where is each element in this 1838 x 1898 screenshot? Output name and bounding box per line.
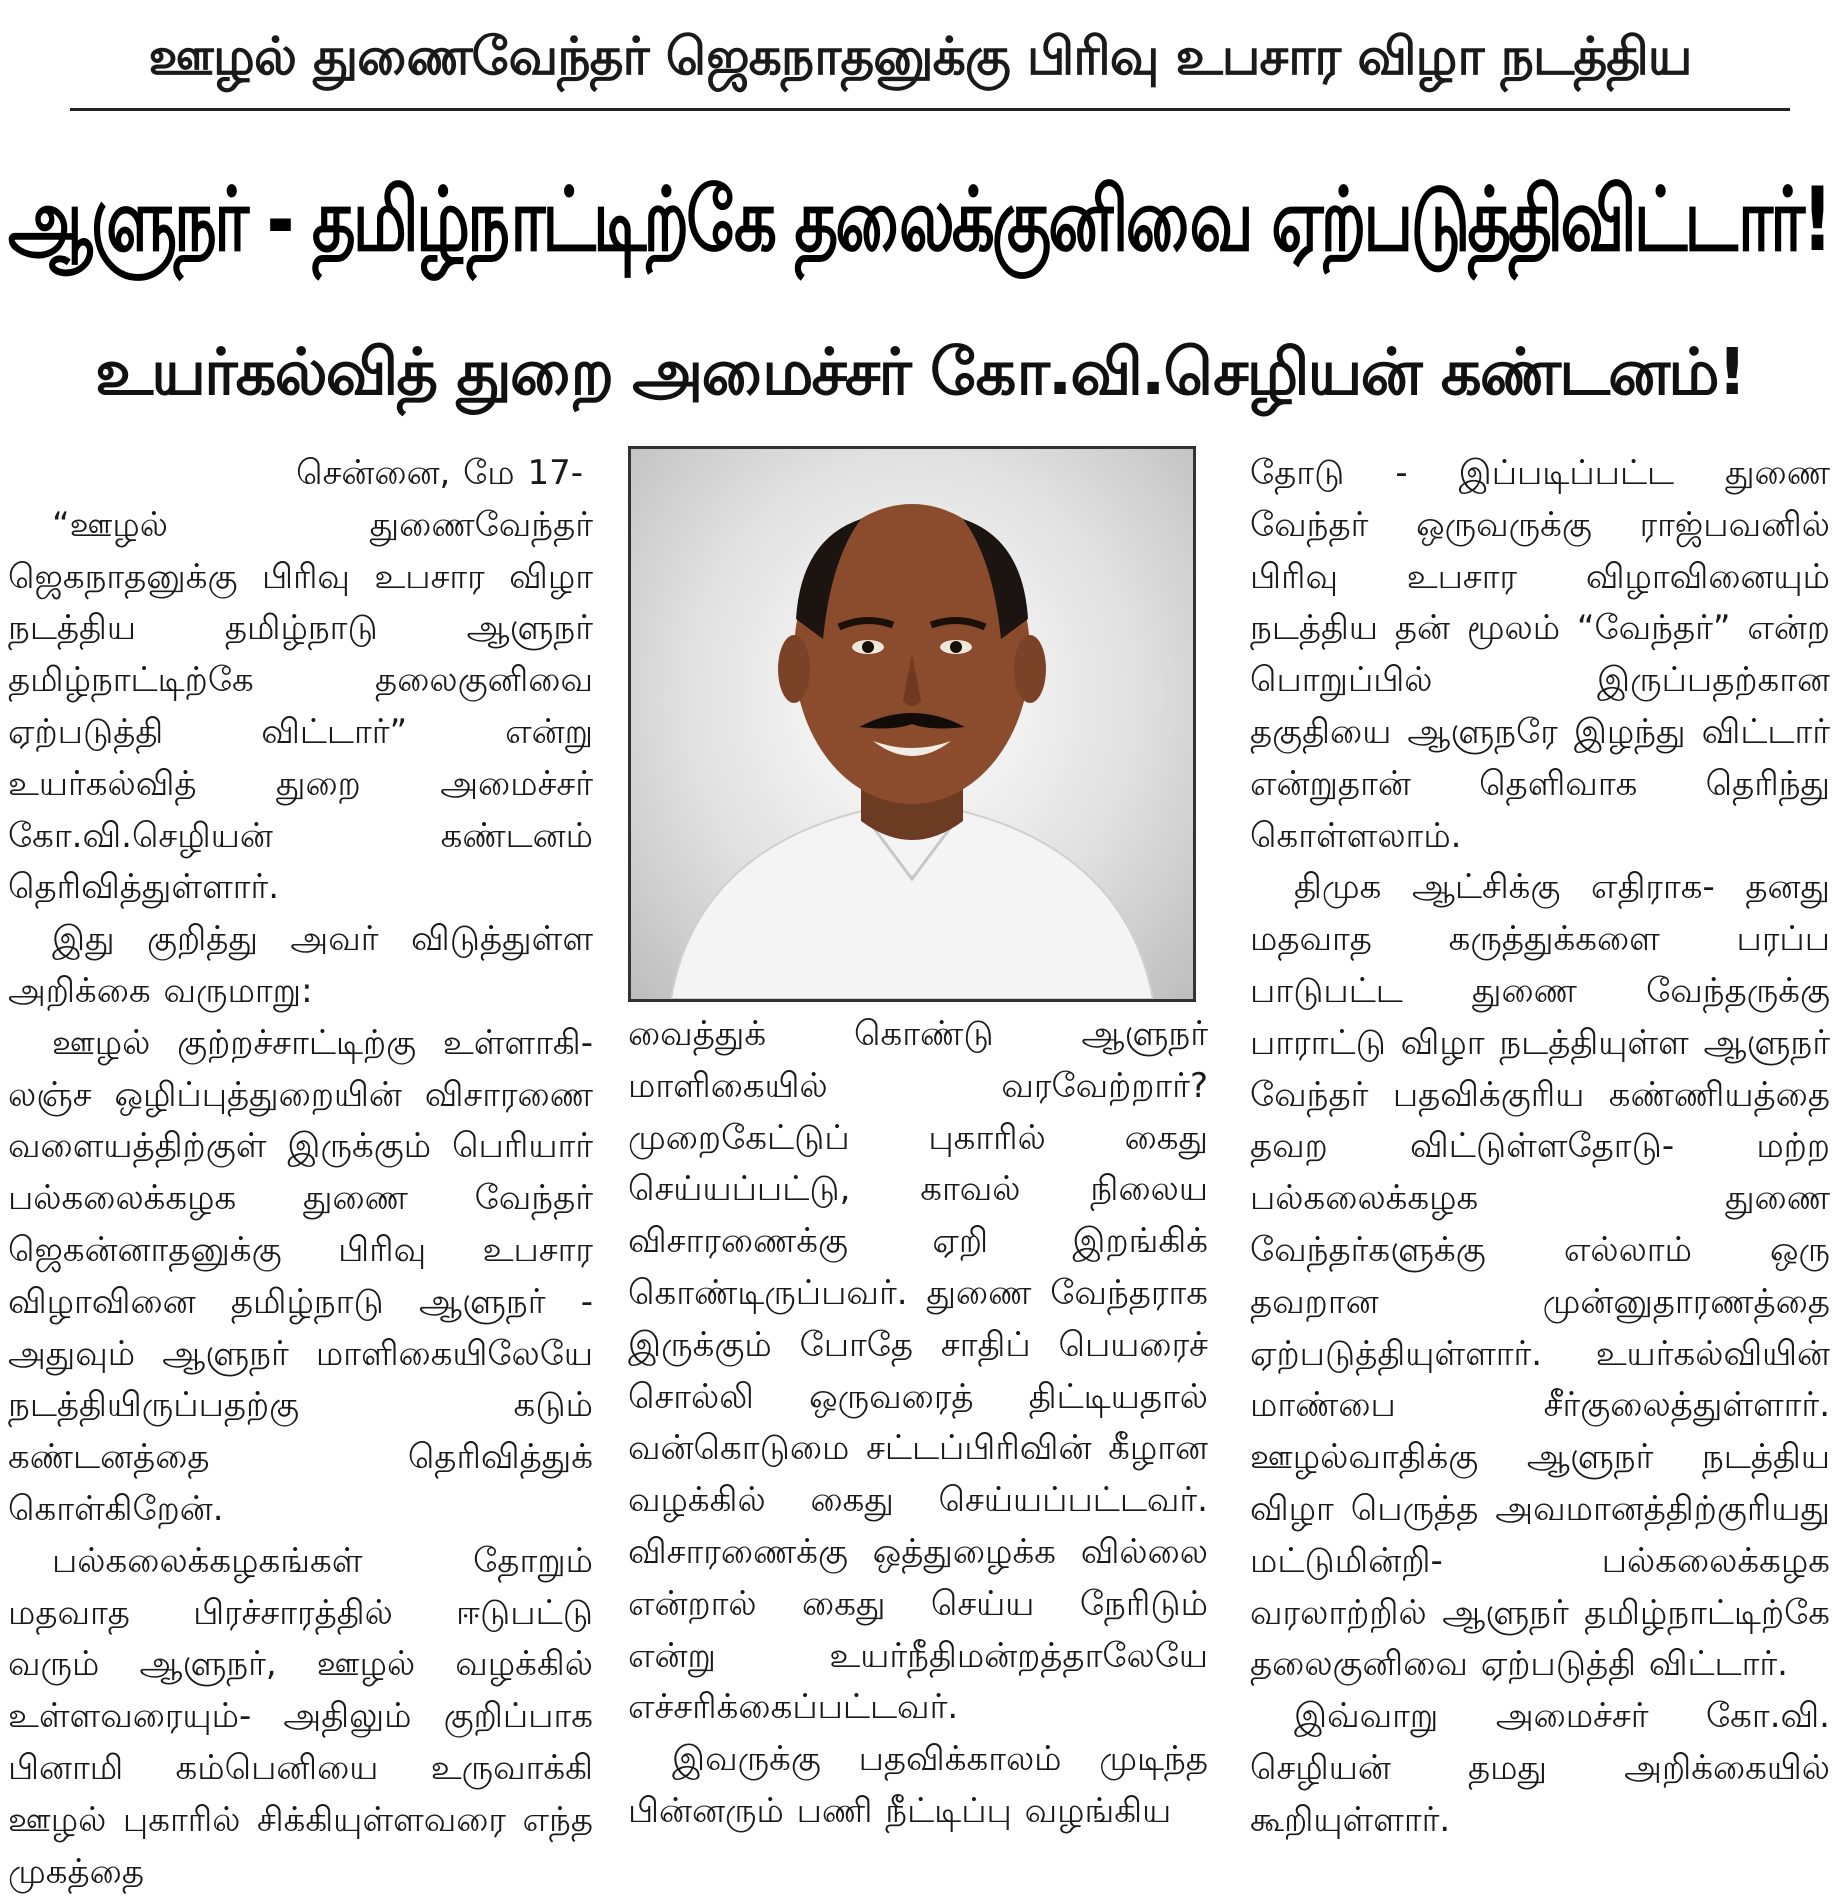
paragraph: ஊழல் குற்றச்சாட்டிற்கு உள்ளாகி- லஞ்ச ஒழிப்புத்துறையின் விசாரணை வளையத்திற்குள் இருக்கும் பெரியார் பல்கலைக்கழக துணை வேந்தர் ஜெகன்னாதனுக்கு பிரிவு உபசார விழாவினை தமிழ்நாடு ஆளுநர் - அதுவும் ஆளுநர் மாளிகையிலேயே நடத்தியிருப்பதற்கு கடும் கண்டனத்தை தெரிவித்துக் கொள்கிறேன். bbox=[8, 1022, 593, 1529]
portrait-illustration bbox=[631, 449, 1193, 999]
kicker-headline: ஊழல் துணைவேந்தர் ஜெகநாதனுக்கு பிரிவு உபசார விழா நடத்திய bbox=[148, 27, 1692, 87]
paragraph: தோடு - இப்படிப்பட்ட துணை வேந்தர் ஒருவருக்கு ராஜ்பவனில் பிரிவு உபசார விழாவினையும் நடத்திய தன் மூலம் “வேந்தர்” என்ற பொறுப்பில் இருப்பதற்கான தகுதியை ஆளுநரே இழந்து விட்டார் என்றுதான் தெளிவாக தெரிந்து கொள்ளலாம். bbox=[1250, 453, 1830, 856]
paragraph: இவருக்கு பதவிக்காலம் முடிந்த பின்னரும் பணி நீட்டிப்பு வழங்கிய bbox=[628, 1739, 1208, 1831]
paragraph: திமுக ஆட்சிக்கு எதிராக- தனது மதவாத கருத்துக்களை பரப்ப பாடுபட்ட துணை வேந்தருக்கு பாராட்டு விழா நடத்தியுள்ள ஆளுநர் வேந்தர் பதவிக்குரிய கண்ணியத்தை தவற விட்டுள்ளதோடு- மற்ற பல்கலைக்கழக துணை வேந்தர்களுக்கு எல்லாம் ஒரு தவறான முன்னுதாரணத்தை ஏற்படுத்தியுள்ளார். உயர்கல்வியின் மாண்பை சீர்குலைத்துள்ளார். ஊழல்வாதிக்கு ஆளுநர் நடத்திய விழா பெருத்த அவமானத்திற்குரியது மட்டுமின்றி- பல்கலைக்கழக வரலாற்றில் ஆளுநர் தமிழ்நாட்டிற்கே தலைகுனிவை ஏற்படுத்தி விட்டார். bbox=[1250, 867, 1830, 1685]
dateline: சென்னை, மே 17- bbox=[296, 453, 583, 493]
article-column-1 bbox=[8, 448, 593, 1892]
paragraph: வைத்துக் கொண்டு ஆளுநர் மாளிகையில் வரவேற்றார்? முறைகேட்டுப் புகாரில் கைது செய்யப்பட்டு, காவல் நிலைய விசாரணைக்கு ஏறி இறங்கிக் கொண்டிருப்பவர். துணை வேந்தராக இருக்கும் போதே சாதிப் பெயரைச் சொல்லி ஒருவரைத் திட்டியதால் வன்கொடுமை சட்டப்பிரிவின் கீழான வழக்கில் கைது செய்யப்பட்டவர். விசாரணைக்கு ஒத்துழைக்க வில்லை என்றால் கைது செய்ய நேரிடும் என்று உயர்நீதிமன்றத்தாலேயே எச்சரிக்கைப்பட்டவர். bbox=[628, 1014, 1208, 1728]
main-headline: ஆளுநர் - தமிழ்நாட்டிற்கே தலைக்குனிவை ஏற்படுத்திவிட்டார்! bbox=[8, 168, 1830, 271]
paragraph: “ஊழல் துணைவேந்தர் ஜெகநாதனுக்கு பிரிவு உபசார விழா நடத்திய தமிழ்நாடு ஆளுநர் தமிழ்நாட்டிற்கே தலைகுனிவை ஏற்படுத்தி விட்டார்” என்று உயர்கல்வித் துறை அமைச்சர் கோ.வி.செழியன் கண்டனம் தெரிவித்துள்ளார். bbox=[8, 504, 593, 908]
minister-photo bbox=[628, 446, 1196, 1002]
article-column-2 bbox=[628, 1009, 1208, 1834]
kicker-divider bbox=[70, 108, 1790, 111]
sub-headline: உயர்கல்வித் துறை அமைச்சர் கோ.வி.செழியன் கண்டனம்! bbox=[95, 336, 1745, 410]
paragraph: பல்கலைக்கழகங்கள் தோறும் மதவாத பிரச்சாரத்தில் ஈடுபட்டு வரும் ஆளுநர், ஊழல் வழக்கில் உள்ளவரையும்- அதிலும் குறிப்பாக பினாமி கம்பெனியை உருவாக்கி ஊழல் புகாரில் சிக்கியுள்ளவரை எந்த முகத்தை bbox=[8, 1540, 593, 1892]
paragraph: இவ்வாறு அமைச்சர் கோ.வி. செழியன் தமது அறிக்கையில் கூறியுள்ளார். bbox=[1250, 1696, 1830, 1840]
paragraph: இது குறித்து அவர் விடுத்துள்ள அறிக்கை வருமாறு: bbox=[8, 919, 593, 1011]
article-column-3 bbox=[1250, 448, 1830, 1840]
